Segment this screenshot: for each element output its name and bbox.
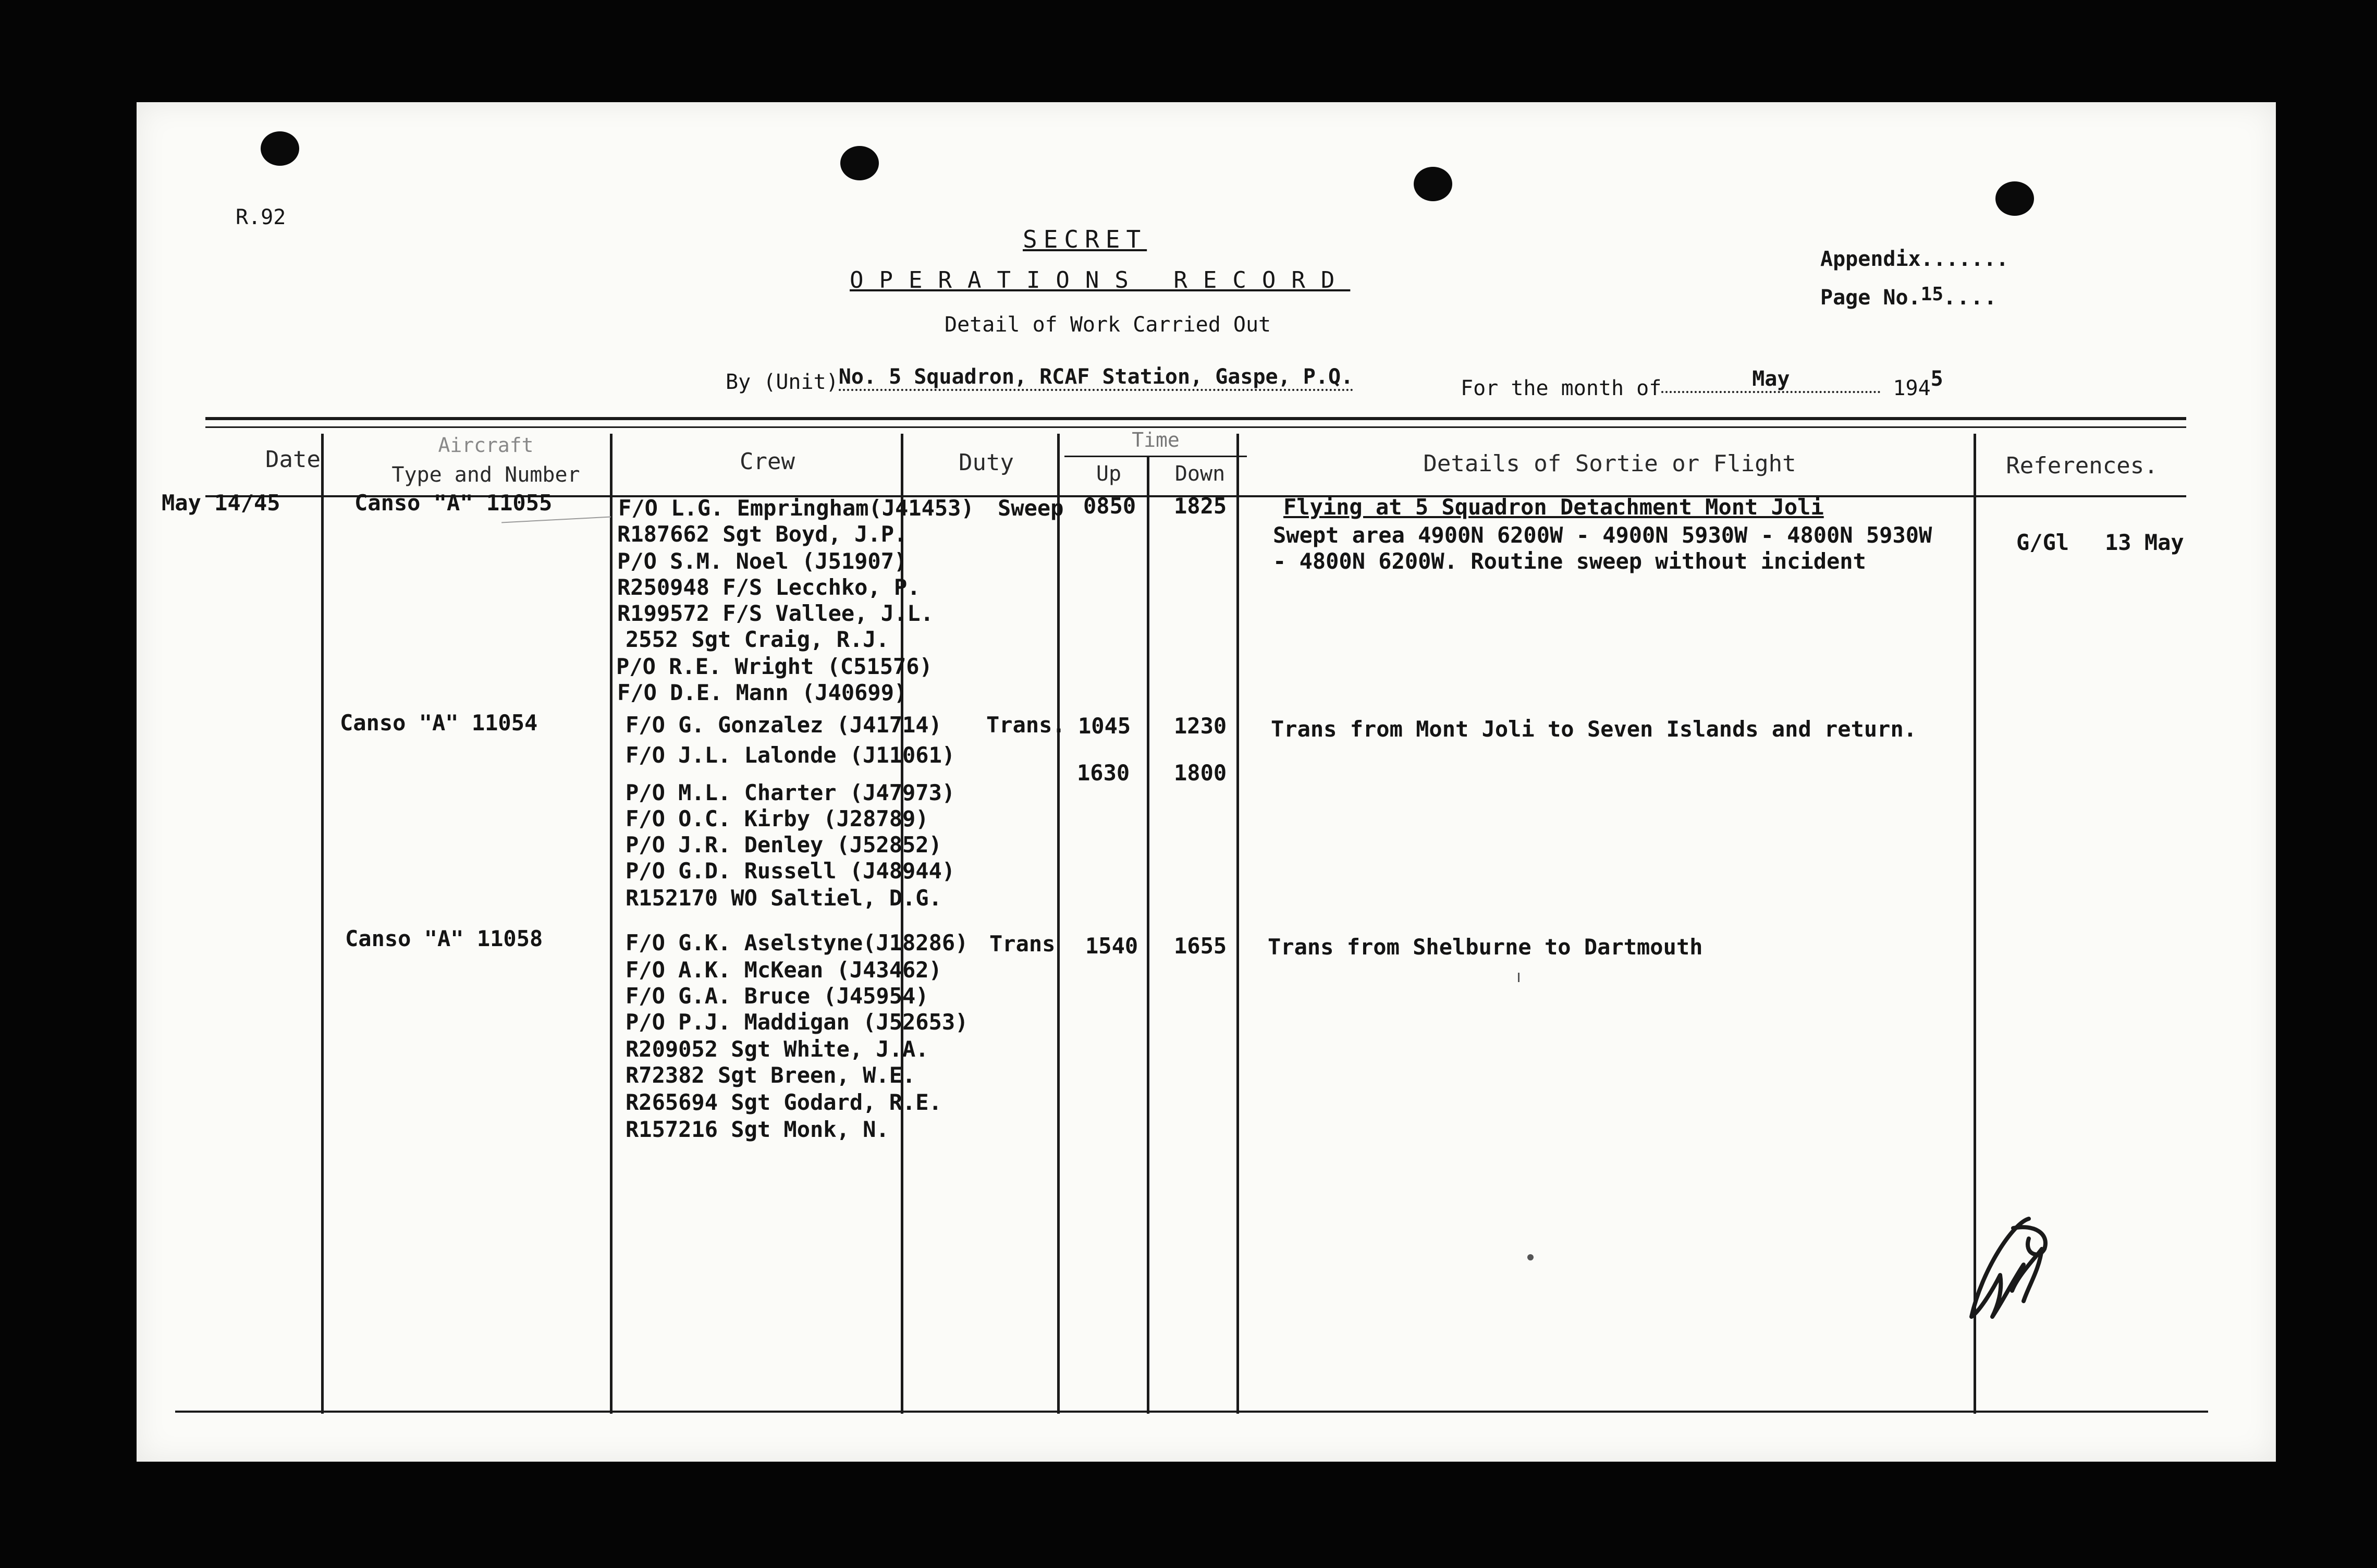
col-details: Details of Sortie or Flight	[1423, 450, 1796, 477]
month-label: For the month of	[1461, 376, 1662, 400]
entry2-duty: Trans.	[986, 712, 1065, 738]
page-value: 15	[1920, 284, 1944, 305]
entry3-crew-4: R209052 Sgt White, J.A.	[626, 1036, 929, 1062]
page-number-row: Page No.15....	[1820, 284, 1998, 310]
entry1-duty: Sweep	[998, 495, 1064, 521]
entry3-crew-1: F/O A.K. McKean (J43462)	[626, 957, 942, 983]
entry1-down: 1825	[1174, 493, 1227, 519]
entry2-crew-5: P/O G.D. Russell (J48944)	[626, 858, 955, 884]
entry3-crew-3: P/O P.J. Maddigan (J52653)	[626, 1009, 969, 1035]
entry3-details-0: Trans from Shelburne to Dartmouth	[1268, 934, 1703, 960]
vrule-up	[1147, 457, 1149, 1414]
form-title: OPERATIONS RECORD	[850, 267, 1351, 293]
form-number: R.92	[236, 205, 286, 229]
pencil-stroke	[501, 517, 611, 523]
table-top-rule	[205, 417, 2186, 420]
col-down: Down	[1174, 462, 1226, 486]
entry3-crew-7: R157216 Sgt Monk, N.	[626, 1117, 889, 1142]
entry2-crew-6: R152170 WO Saltiel, D.G.	[626, 885, 942, 911]
entry1-aircraft: Canso "A" 11055	[354, 490, 553, 516]
entry3-crew-6: R265694 Sgt Godard, R.E.	[626, 1089, 942, 1115]
entry1-reference: G/Gl	[2016, 530, 2069, 555]
pencil-dot-1	[1527, 1254, 1534, 1260]
col-date: Date	[265, 446, 321, 473]
entry3-crew-5: R72382 Sgt Breen, W.E.	[626, 1062, 916, 1088]
entry2-crew-4: P/O J.R. Denley (J52852)	[626, 832, 942, 858]
pencil-tick-1	[1518, 973, 1520, 982]
vrule-duty	[1057, 434, 1060, 1414]
form-subtitle: Detail of Work Carried Out	[945, 313, 1271, 337]
col-references: References.	[2006, 452, 2158, 479]
col-aircraft-bottom: Type and Number	[391, 463, 580, 487]
time-sub-rule	[1064, 456, 1247, 457]
entry2-crew-0: F/O G. Gonzalez (J41714)	[626, 712, 942, 738]
col-up: Up	[1096, 462, 1122, 486]
month-value: May	[1661, 367, 1880, 393]
entry1-crew-4: R199572 F/S Vallee, J.L.	[617, 601, 934, 626]
unit-label: By (Unit)	[726, 370, 839, 394]
punch-hole-3	[1414, 167, 1452, 201]
entry3-crew-2: F/O G.A. Bruce (J45954)	[626, 983, 929, 1009]
col-crew: Crew	[740, 448, 795, 475]
entry2-details-0: Trans from Mont Joli to Seven Islands and return.	[1271, 716, 1917, 742]
appendix-label: Appendix.......	[1820, 247, 2009, 271]
year-suffix: 5	[1930, 367, 1943, 391]
entry1-details-heading: Flying at 5 Squadron Detachment Mont Joli	[1283, 494, 1824, 520]
entry1-crew-0: F/O L.G. Empringham(J41453)	[618, 495, 974, 521]
entry2-aircraft: Canso "A" 11054	[340, 710, 538, 736]
entry3-crew-0: F/O G.K. Aselstyne(J18286)	[626, 930, 969, 956]
punch-hole-4	[1995, 181, 2034, 216]
entry1-details-1: - 4800N 6200W. Routine sweep without incident	[1273, 548, 1866, 574]
entry3-duty: Trans	[989, 931, 1056, 957]
security-classification: SECRET	[1023, 225, 1147, 253]
col-aircraft-top: Aircraft	[438, 434, 534, 457]
year-prefix: 194	[1893, 376, 1931, 400]
vrule-aircraft	[610, 434, 612, 1414]
entry1-up: 0850	[1083, 493, 1136, 519]
entry1-crew-6: P/O R.E. Wright (C51576)	[616, 654, 933, 679]
unit-row	[726, 365, 1354, 394]
entry3-aircraft: Canso "A" 11058	[345, 926, 543, 951]
signature-initials-icon	[1951, 1212, 2055, 1332]
col-duty: Duty	[959, 449, 1014, 476]
punch-hole-2	[840, 146, 879, 180]
table-top-rule-2	[205, 426, 2186, 428]
record-sheet	[137, 102, 2276, 1462]
entry2-up: 1045	[1078, 713, 1131, 739]
entry2-crew-1: F/O J.L. Lalonde (J11061)	[626, 742, 955, 768]
entry3-down: 1655	[1174, 933, 1227, 959]
entry2-up2: 1630	[1077, 760, 1130, 786]
month-row	[1461, 367, 1943, 402]
entry1-crew-5: 2552 Sgt Craig, R.J.	[626, 627, 889, 652]
col-time: Time	[1132, 428, 1180, 451]
vrule-date	[321, 434, 324, 1414]
entry1-reference-date: 13 May	[2105, 530, 2184, 555]
entry2-down2: 1800	[1174, 760, 1227, 786]
entry1-crew-1: R187662 Sgt Boyd, J.P.	[617, 521, 908, 547]
entry2-crew-3: F/O O.C. Kirby (J28789)	[626, 806, 929, 831]
entry1-crew-3: R250948 F/S Lecchko, P.	[617, 574, 921, 600]
entry1-crew-7: F/O D.E. Mann (J40699)	[617, 680, 908, 705]
entry1-details-0: Swept area 4900N 6200W - 4900N 5930W - 4800N 5930W	[1273, 522, 1932, 548]
page-label: Page No.	[1820, 286, 1921, 310]
entry1-crew-2: P/O S.M. Noel (J51907)	[617, 548, 908, 574]
vrule-down	[1236, 434, 1239, 1414]
punch-hole-1	[261, 131, 299, 166]
unit-value: No. 5 Squadron, RCAF Station, Gaspe, P.Q.	[839, 365, 1353, 391]
entry2-crew-2: P/O M.L. Charter (J47973)	[626, 780, 955, 805]
entry1-date: May 14/45	[162, 490, 280, 516]
table-bottom-rule	[175, 1411, 2208, 1413]
entry3-up: 1540	[1085, 933, 1138, 959]
entry2-down: 1230	[1174, 713, 1227, 739]
